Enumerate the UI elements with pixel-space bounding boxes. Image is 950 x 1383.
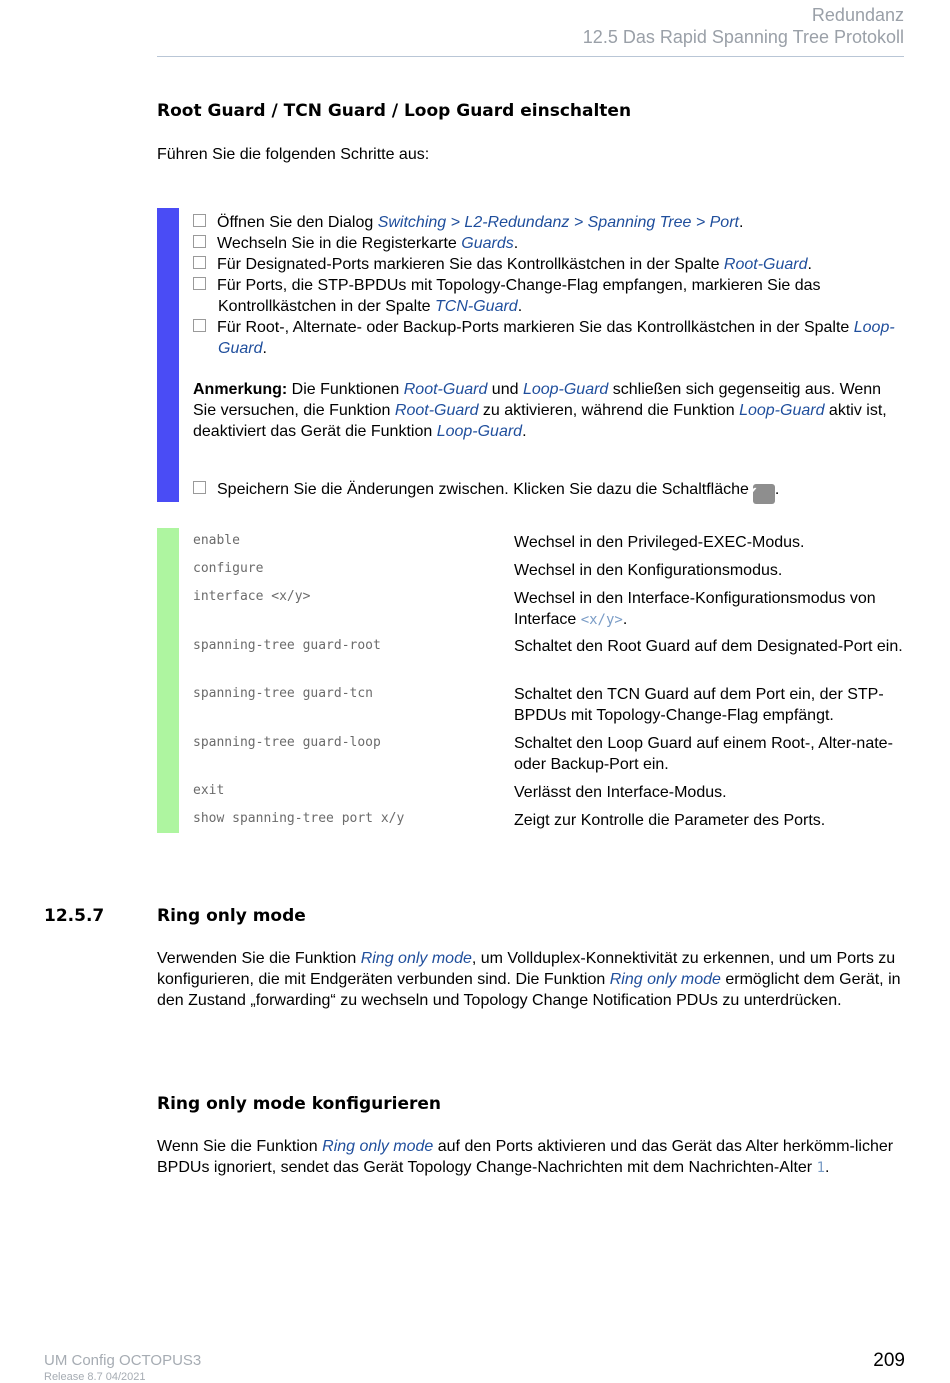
section-paragraph: Verwenden Sie die Funktion Ring only mode, um Vollduplex-Konnektivität zu erkennen, und um Ports zu konfigurieren, die mit Endgeräten verbunden sind. Die Funktion Ring only mode ermöglicht dem Gerät, in den Zustand „forwarding“ zu wechseln und Topology Change Notification PDUs zu unterdrücken. — [157, 950, 901, 1009]
cli-description: Verlässt den Interface-Modus. — [514, 784, 727, 801]
dialog-path: Switching > L2-Redundanz > Spanning Tree > Port — [377, 214, 739, 231]
step-item: Für Designated-Ports markieren Sie das Kontrollkästchen in der Spalte Root-Guard. — [193, 254, 930, 275]
save-check-icon: ✔ — [753, 484, 775, 504]
cli-command: spanning-tree guard-root — [193, 638, 381, 653]
cli-command: show spanning-tree port x/y — [193, 811, 405, 826]
cli-command: exit — [193, 783, 225, 798]
checkbox-icon — [193, 319, 206, 332]
cli-description: Wechsel in den Privileged-EXEC-Modus. — [514, 534, 805, 551]
checkbox-icon — [193, 481, 206, 494]
cli-bar — [157, 528, 179, 833]
note-label: Anmerkung: — [193, 381, 288, 398]
cli-command: enable — [193, 533, 240, 548]
instruction-bar — [157, 208, 179, 502]
header-chapter: Redundanz — [811, 5, 904, 25]
intro-text: Führen Sie die folgenden Schritte aus: — [157, 146, 430, 163]
section-number: 12.5.7 — [44, 906, 105, 926]
cli-description: Schaltet den TCN Guard auf dem Port ein, der STP-BPDUs mit Topology-Change-Flag empfängt. — [514, 686, 884, 724]
header-rule — [157, 56, 904, 57]
cli-command: spanning-tree guard-loop — [193, 735, 381, 750]
cli-command: configure — [193, 561, 264, 576]
cli-description: Schaltet den Root Guard auf dem Designated-Port ein. — [514, 638, 903, 655]
cli-command: spanning-tree guard-tcn — [193, 686, 374, 701]
footer-doc: UM Config OCTOPUS3 — [44, 1352, 202, 1369]
cli-description: Wechsel in den Konfigurationsmodus. — [514, 562, 783, 579]
step-item: Für Root-, Alternate- oder Backup-Ports markieren Sie das Kontrollkästchen in der Spalte Loop-Guard. — [193, 317, 930, 359]
checkbox-icon — [193, 235, 206, 248]
cli-description: Zeigt zur Kontrolle die Parameter des Ports. — [514, 812, 826, 829]
cli-description: Wechsel in den Interface-Konfigurationsmodus von Interface <x/y>. — [514, 590, 876, 628]
step-item: Für Ports, die STP-BPDUs mit Topology-Change-Flag empfangen, markieren Sie das Kontrollkästchen in der Spalte TCN-Guard. — [193, 275, 930, 317]
cli-command: interface <x/y> — [193, 589, 311, 604]
heading-root-guard: Root Guard / TCN Guard / Loop Guard einschalten — [157, 101, 632, 121]
checkbox-icon — [193, 277, 206, 290]
checkbox-icon — [193, 256, 206, 269]
step-item: Öffnen Sie den Dialog Switching > L2-Redundanz > Spanning Tree > Port. — [193, 212, 930, 233]
subsection-paragraph: Wenn Sie die Funktion Ring only mode auf den Ports aktivieren und das Gerät das Alter herkömm-licher BPDUs ignoriert, sendet das Gerät Topology Change-Nachrichten mit dem Nachrichten-Alter 1. — [157, 1138, 894, 1176]
section-title: Ring only mode — [157, 906, 306, 926]
footer-release: Release 8.7 04/2021 — [44, 1371, 146, 1383]
cli-description: Schaltet den Loop Guard auf einem Root-, Alter-nate- oder Backup-Port ein. — [514, 735, 893, 773]
note-paragraph: Anmerkung: Die Funktionen Root-Guard und Loop-Guard schließen sich gegenseitig aus. Wenn Sie versuchen, die Funktion Root-Guard zu aktivieren, während die Funktion Loop-Guard aktiv ist, deaktiviert das Gerät die Funktion Loop-Guard. — [193, 381, 887, 440]
step-item: Wechseln Sie in die Registerkarte Guards. — [193, 233, 930, 254]
subsection-heading: Ring only mode konfigurieren — [157, 1094, 441, 1114]
checkbox-icon — [193, 214, 206, 227]
step-save: Speichern Sie die Änderungen zwischen. Klicken Sie dazu die Schaltfläche✔ . — [193, 479, 930, 504]
header-section: 12.5 Das Rapid Spanning Tree Protokoll — [582, 27, 904, 47]
page-number: 209 — [873, 1350, 905, 1371]
